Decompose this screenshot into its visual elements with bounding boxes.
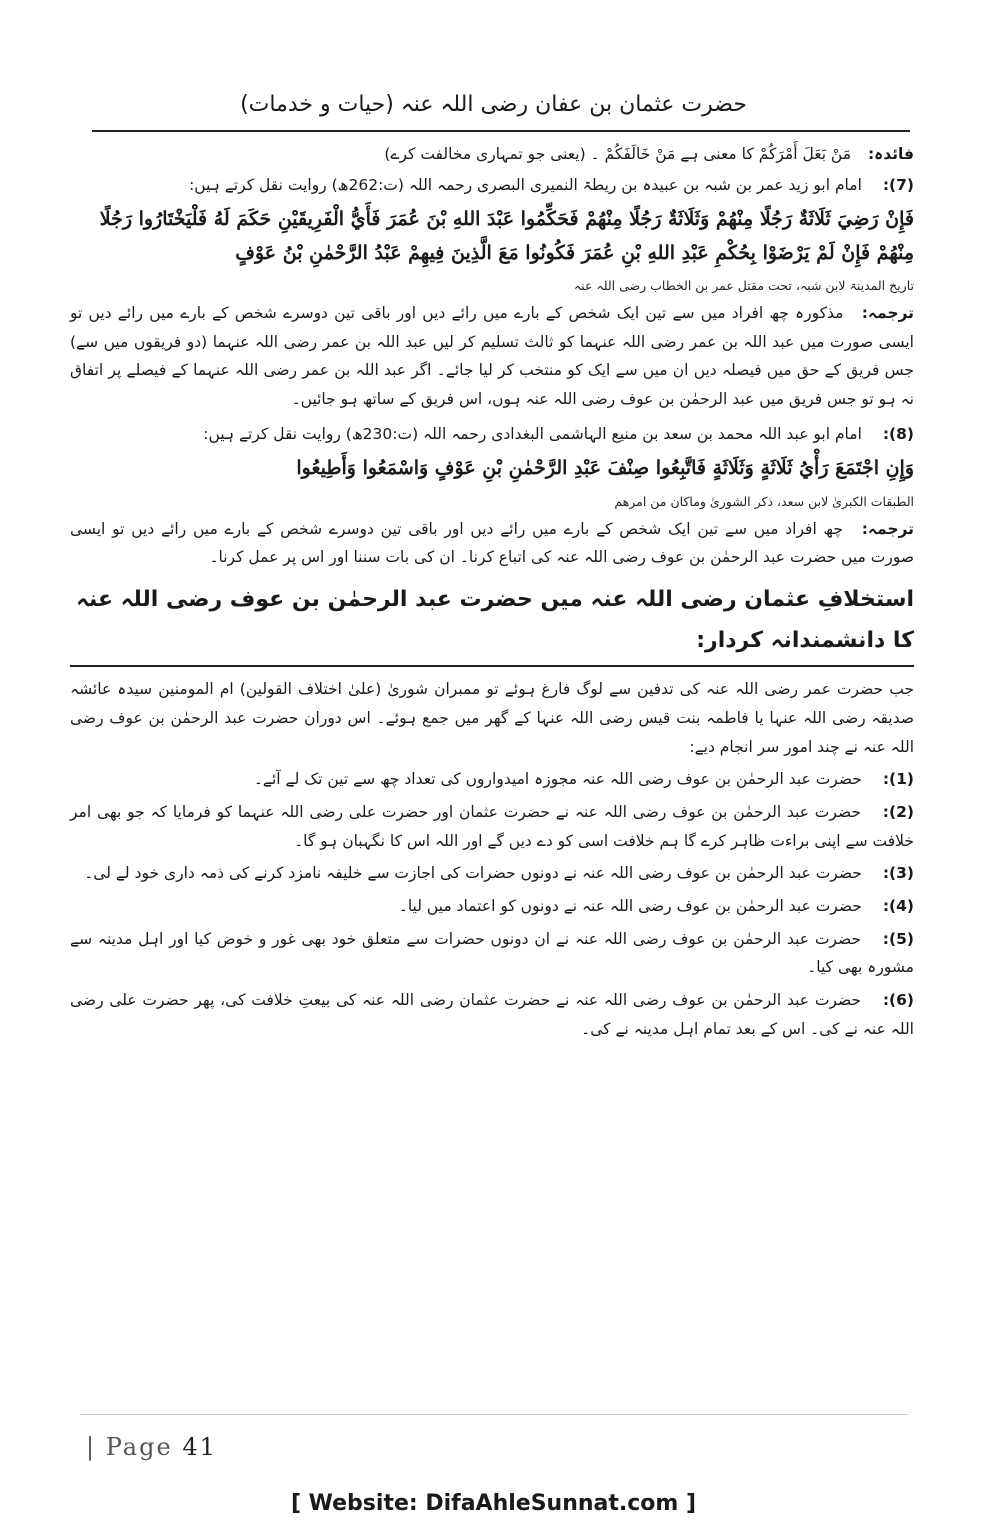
section-7-intro (70, 171, 914, 200)
section-8-translation (70, 515, 914, 572)
faida-text: مَنْ بَعَلَ أَمْرَكُمْ کا معنی ہے مَنْ خَالَفَكُمْ ۔ (یعنی جو تمہاری مخالفت کرے) (384, 145, 852, 163)
list-item-number: (6): (882, 991, 914, 1010)
list-item-text: حضرت عبد الرحمٰن بن عوف رضی اللہ عنہ نے حضرت عثمان رضی اللہ عنہ کی بیعتِ خلافت کی، پھر حضرت علی رضی اللہ عنہ نے کی۔ اس کے بعد تمام اہل مدینہ نے کی۔ (70, 991, 914, 1038)
faida-label: فائدہ: (867, 145, 914, 163)
section-7-number: (7): (882, 175, 914, 194)
list-item (70, 765, 914, 794)
section-8-arabic: وَإِنِ اجْتَمَعَ رَأْيُ ثَلَاثَةٍ وَثَلَاثَةٍ فَاتَّبِعُوا صِنْفَ عَبْدِ الرَّحْمٰنِ بْنِ عَوْفٍ وَاسْمَعُوا وَأَطِيعُوا (296, 457, 914, 480)
section-heading: استخلافِ عثمان رضی اللہ عنہ میں حضرت عبد الرحمٰن بن عوف رضی اللہ عنہ کا دانشمندانہ کردار: (70, 580, 914, 667)
website-banner: [ Website: DifaAhleSunnat.com ] (290, 1491, 697, 1516)
list-item-number: (4): (882, 897, 914, 916)
list-item-number: (2): (882, 803, 914, 822)
translation-label: ترجمہ: (861, 519, 914, 538)
list-item-text: حضرت عبد الرحمٰن بن عوف رضی اللہ عنہ نے دونوں کو اعتماد میں لیا۔ (398, 897, 862, 916)
translation-label: ترجمہ: (861, 303, 914, 322)
page-content (70, 140, 914, 1047)
list-item-text: حضرت عبد الرحمٰن بن عوف رضی اللہ عنہ نے دونوں حضرات کی اجازت سے خلیفہ نامزد کرنے کی ذمہ داری خود لے لی۔ (84, 864, 862, 883)
list-item-text: حضرت عبد الرحمٰن بن عوف رضی اللہ عنہ نے حضرت عثمان اور حضرت علی رضی اللہ عنہما کو فرمایا کہ جو بھی امر خلافت سے اپنی براءت ظاہر کرے گا ہم خلافت اسی کو دے دیں گے اور اللہ اس کا نگہبان ہو گا۔ (70, 803, 914, 850)
page-label: | Page (86, 1433, 173, 1461)
faida-note (70, 140, 914, 169)
list-item (70, 925, 914, 982)
header-divider (92, 130, 910, 132)
list-item-number: (3): (882, 864, 914, 883)
list-item (70, 798, 914, 855)
list-item (70, 986, 914, 1043)
section-7-arabic: فَإِنْ رَضِيَ ثَلَاثَةٌ رَجُلًا مِنْهُمْ وَثَلَاثَةٌ رَجُلًا مِنْهُمْ فَحَكِّمُوا عَبْدَ اللهِ بْنَ عُمَرَ فَأَيُّ الْفَرِيقَيْنِ حَكَمَ لَهُ فَلْيَخْتَارُوا رَجُلًا مِنْهُمْ فَإِنْ لَمْ يَرْضَوْا بِحُكْمِ عَبْدِ اللهِ بْنِ عُمَرَ فَكُونُوا مَعَ الَّذِينَ فِيهِمْ عَبْدُ الرَّحْمٰنِ بْنُ عَوْفٍ (99, 208, 914, 264)
footer-divider (80, 1414, 908, 1415)
list-item-number: (5): (882, 929, 914, 948)
section-8-intro (70, 420, 914, 449)
list-item (70, 859, 914, 888)
list-item-text: حضرت عبد الرحمٰن بن عوف رضی اللہ عنہ مجوزہ امیدواروں کی تعداد چھ سے تین تک لے آئے۔ (253, 770, 862, 789)
list-item-number: (1): (882, 770, 914, 789)
page-number (86, 1433, 217, 1461)
page-header-title: حضرت عثمان بن عفان رضی اللہ عنہ (حیات و خدمات) (240, 92, 747, 117)
section-7-intro-text: امام ابو زید عمر بن شبہ بن عبیدہ بن ریطۃ النمیری البصری رحمہ اللہ (ت:262ھ) روایت نقل کرتے ہیں: (189, 175, 862, 194)
page-number-value: 41 (182, 1433, 217, 1461)
section-7-translation (70, 299, 914, 414)
section-7-reference: تاریخ المدینۃ لابن شبہ، تحت مقتل عمر بن الخطاب رضی اللہ عنہ (573, 277, 914, 293)
list-item (70, 892, 914, 921)
section-8-number: (8): (882, 424, 914, 443)
section-8-translation-text: چھ افراد میں سے تین ایک شخص کے بارے میں رائے دیں اور باقی تین دوسرے شخص کے بارے میں رائے دیں تو ایسی صورت میں حضرت عبد الرحمٰن بن عوف رضی اللہ عنہ کی اتباع کرنا۔ ان کی بات سننا اور اس پر عمل کرنا۔ (70, 519, 914, 567)
list-item-text: حضرت عبد الرحمٰن بن عوف رضی اللہ عنہ نے ان دونوں حضرات سے متعلق خود بھی غور و خوض کیا اور اہل مدینہ سے مشورہ بھی کیا۔ (70, 929, 914, 977)
section-7-translation-text: مذکورہ چھ افراد میں سے تین ایک شخص کے بارے میں رائے دیں اور باقی تین دوسرے شخص کے بارے میں رائے دیں تو ایسی صورت میں عبد اللہ بن عمر رضی اللہ عنہما کو ثالث تسلیم کر لیں عبد اللہ بن عمر رضی اللہ عنہما (دو فریقوں میں سے) جس فریق کے حق میں فیصلہ دیں ان میں سے ایک کو منتخب کر لیا جائے۔ اگر عبد اللہ بن عمر رضی اللہ عنہما کے فیصلے پر اتفاق نہ ہو تو جس فریق میں عبد الرحمٰن بن عوف رضی اللہ عنہ ہوں، اس فریق کے ساتھ ہو جائیں۔ (70, 303, 914, 408)
section-8-reference: الطبقات الکبریٰ لابن سعد، ذکر الشوریٰ وماکان من امرھم (614, 493, 914, 509)
section-8-intro-text: امام ابو عبد اللہ محمد بن سعد بن منیع الہاشمی البغدادی رحمہ اللہ (ت:230ھ) روایت نقل کرتے ہیں: (203, 424, 862, 443)
intro-paragraph: جب حضرت عمر رضی اللہ عنہ کی تدفین سے لوگ فارغ ہوئے تو ممبران شوریٰ (علیٰ اختلاف القولین) ام المومنین سیدہ عائشہ صدیقہ رضی اللہ عنہا یا فاطمہ بنت قیس رضی اللہ عنہا کے گھر میں جمع ہوئے۔ اس دوران حضرت عبد الرحمٰن بن عوف رضی اللہ عنہ نے چند امور سر انجام دیے: (70, 680, 914, 756)
